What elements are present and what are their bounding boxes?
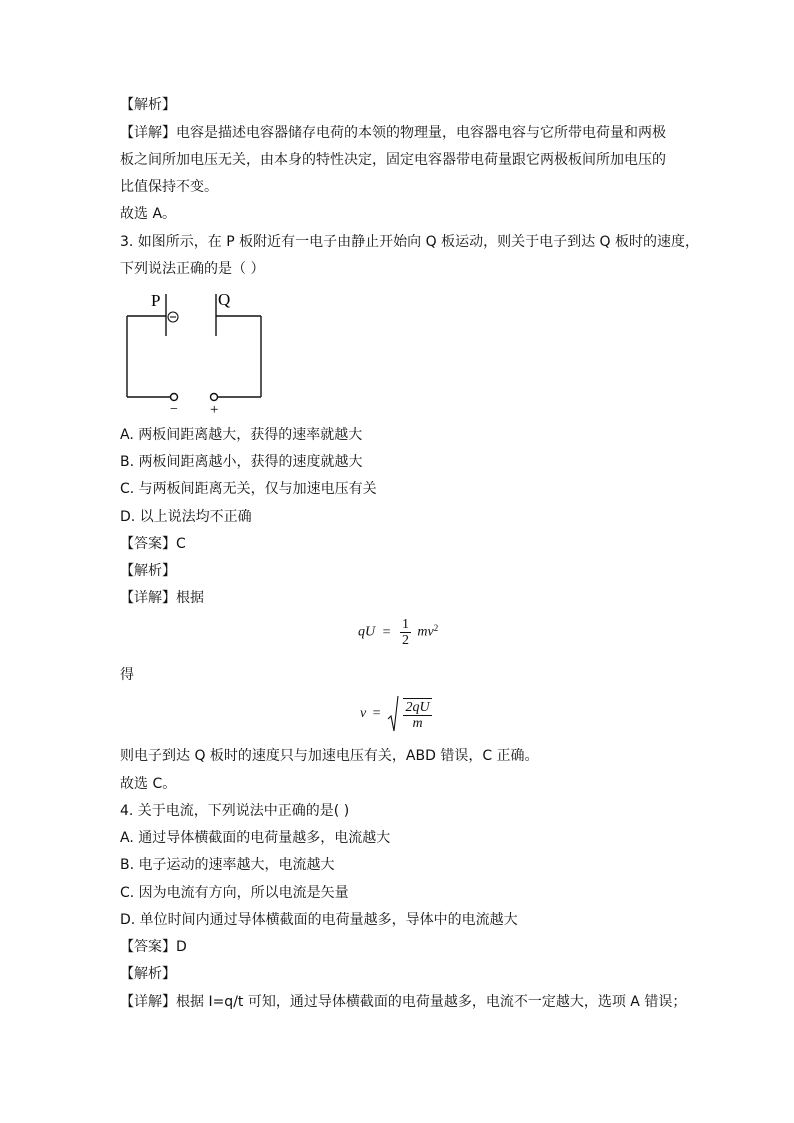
q4-option-c: C. 因为电流有方向，所以电流是矢量 [120,885,349,901]
q3-conclusion: 则电子到达 Q 板时的速度只与加速电压有关，ABD 错误，C 正确。 [120,748,539,764]
plus-terminal-label: + [210,402,219,418]
eq1-lhs: qU [358,624,376,640]
plate-q-label: Q [218,290,231,309]
equation-energy [358,617,438,648]
q4-stem: 4. 关于电流，下列说法中正确的是( ) [120,803,350,819]
line-choice-1: 故选 A。 [120,206,177,222]
eq1-numerator: 1 [401,617,409,632]
eq2-numerator: 2qU [405,699,430,715]
q3-choice: 故选 C。 [120,776,177,792]
line-detail-1c: 比值保持不变。 [120,179,218,195]
line-de: 得 [120,667,134,683]
line-analysis-1: 【解析】 [120,97,176,113]
q4-option-d: D. 单位时间内通过导体横截面的电荷量越多，导体中的电流越大 [120,912,518,928]
eq1-exponent: 2 [433,622,439,633]
line-detail-1b: 板之间所加电压无关，由本身的特性决定，固定电容器带电荷量跟它两极板间所加电压的 [120,152,666,168]
eq2-equals: = [372,706,381,721]
circuit-diagram [118,288,278,418]
q3-option-c: C. 与两板间距离无关，仅与加速电压有关 [120,481,377,497]
q3-answer: 【答案】C [120,536,186,552]
eq1-fraction [400,617,411,648]
q3-analysis: 【解析】 [120,563,176,579]
q3-option-a: A. 两板间距离越大，获得的速率就越大 [120,427,363,443]
sqrt-sign [387,695,399,733]
q4-analysis: 【解析】 [120,966,176,982]
q4-option-b: B. 电子运动的速率越大，电流越大 [120,857,335,873]
q3-stem-2: 下列说法正确的是（ ） [120,261,265,277]
eq1-equals: = [382,624,391,640]
q3-option-b: B. 两板间距离越小，获得的速度就越大 [120,454,363,470]
line-detail-1a: 【详解】电容是描述电容器储存电荷的本领的物理量，电容器电容与它所带电荷量和两极 [120,125,666,141]
eq2-fraction [403,698,431,731]
q4-detail: 【详解】根据 I=q/t 可知，通过导体横截面的电荷量越多，电流不一定越大，选项 A 错误； [120,994,687,1010]
eq2-lhs: v [360,706,367,721]
q3-stem-1: 3. 如图所示，在 P 板附近有一电子由静止开始向 Q 板运动，则关于电子到达 Q 板时的速度， [120,234,699,250]
q3-detail: 【详解】根据 [120,590,204,606]
plate-p-label: P [151,291,161,310]
eq2-denominator: m [412,715,423,731]
q3-option-d: D. 以上说法均不正确 [120,509,252,525]
eq1-denominator: 2 [401,633,409,648]
equation-velocity [360,695,434,733]
minus-terminal-label: − [170,402,178,417]
eq1-rhs: mv [417,624,434,640]
q4-answer: 【答案】D [120,939,187,955]
q4-option-a: A. 通过导体横截面的电荷量越多，电流越大 [120,830,391,846]
